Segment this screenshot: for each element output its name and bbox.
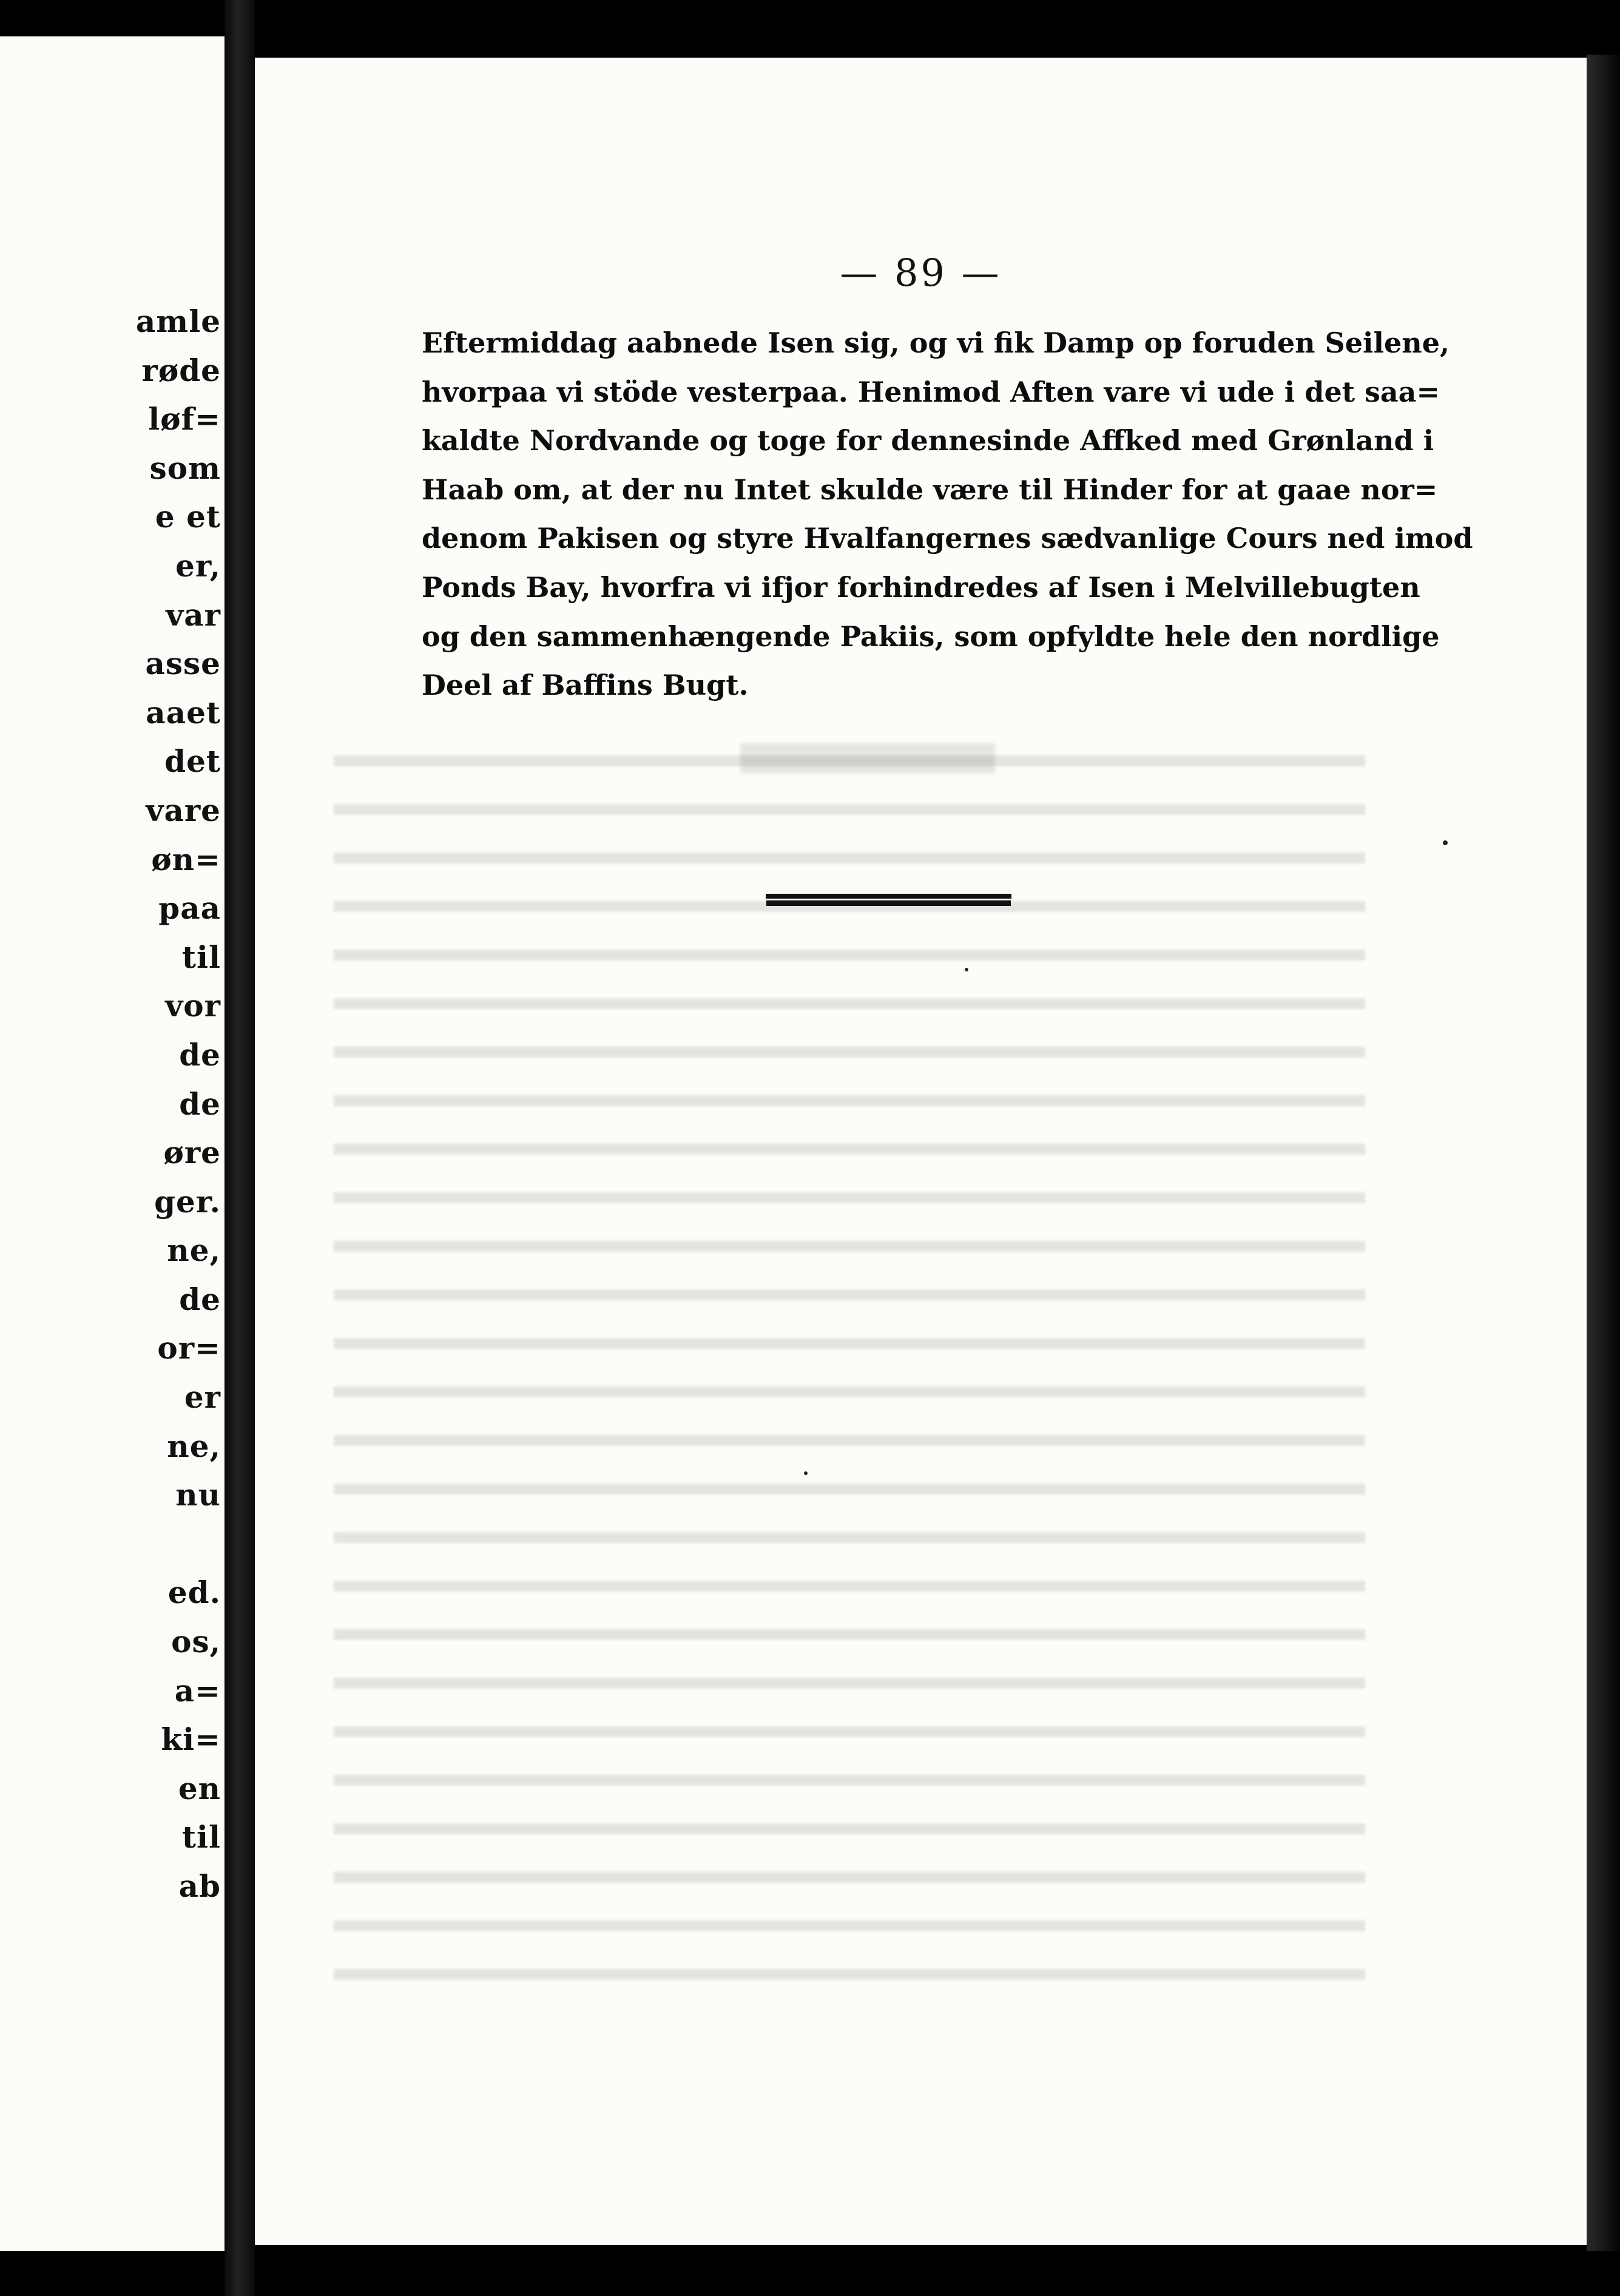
left-line-fragment: ne, bbox=[167, 1428, 221, 1464]
left-line-fragment: til bbox=[181, 939, 221, 975]
section-rule bbox=[766, 894, 1011, 900]
left-line-fragment: nu bbox=[175, 1477, 221, 1513]
left-line-fragment: øn= bbox=[151, 841, 221, 877]
left-line-fragment: asse bbox=[145, 646, 221, 682]
left-line-fragment: amle bbox=[135, 303, 221, 339]
left-page-text-column bbox=[136, 297, 221, 1911]
left-line-fragment: øre bbox=[163, 1135, 221, 1171]
left-line-fragment: vare bbox=[146, 792, 221, 828]
text-line: denom Pakisen og styre Hvalfangernes sædvanlige Cours ned imod bbox=[422, 522, 1473, 555]
body-text bbox=[422, 319, 1473, 710]
book-gutter bbox=[224, 0, 255, 2296]
ink-speck bbox=[1443, 840, 1448, 845]
show-through-text bbox=[334, 731, 1365, 2005]
text-line: Ponds Bay, hvorfra vi ifjor forhindredes af Isen i Melvillebugten bbox=[422, 570, 1420, 604]
text-line: Eftermiddag aabnede Isen sig, og vi fik Damp op foruden Seilene, bbox=[422, 326, 1450, 359]
ink-speck bbox=[804, 1471, 808, 1475]
left-line-fragment: e et bbox=[155, 499, 221, 535]
left-line-fragment: var bbox=[166, 596, 221, 633]
left-line-fragment: ab bbox=[178, 1868, 221, 1904]
page-number: — 89 — bbox=[840, 251, 1002, 295]
left-line-fragment: løf= bbox=[148, 401, 221, 437]
left-line-fragment: vor bbox=[165, 988, 221, 1024]
left-line-fragment: aaet bbox=[146, 694, 221, 731]
left-line-fragment: ne, bbox=[167, 1232, 221, 1269]
left-line-fragment: paa bbox=[158, 890, 221, 927]
left-line-fragment: ki= bbox=[161, 1721, 221, 1758]
text-line: Deel af Baffins Bugt. bbox=[422, 669, 749, 702]
page-edge-shadow bbox=[1587, 55, 1620, 2251]
left-line-fragment: a= bbox=[174, 1672, 221, 1709]
left-line-fragment: ed. bbox=[167, 1575, 221, 1611]
left-line-fragment: det bbox=[164, 743, 221, 780]
left-line-fragment: som bbox=[149, 450, 221, 486]
left-line-fragment: røde bbox=[141, 352, 221, 388]
text-line: kaldte Nordvande og toge for dennesinde Affked med Grønland i bbox=[422, 424, 1434, 458]
text-line: Haab om, at der nu Intet skulde være til Hinder for at gaae nor= bbox=[422, 473, 1438, 506]
left-page bbox=[0, 36, 224, 2251]
left-line-fragment: de bbox=[179, 1281, 221, 1317]
left-line-fragment: til bbox=[181, 1819, 221, 1855]
left-line-fragment: er bbox=[184, 1379, 221, 1416]
left-line-fragment: er, bbox=[175, 547, 221, 584]
left-line-fragment: ger. bbox=[154, 1183, 221, 1220]
left-line-fragment: or= bbox=[157, 1330, 221, 1366]
ink-speck bbox=[965, 968, 968, 971]
left-line-fragment: os, bbox=[171, 1624, 221, 1660]
text-line: hvorpaa vi stöde vesterpaa. Henimod Aften vare vi ude i det saa= bbox=[422, 375, 1440, 408]
left-line-fragment: de bbox=[179, 1036, 221, 1073]
left-line-fragment: en bbox=[178, 1770, 221, 1806]
right-page bbox=[255, 58, 1587, 2245]
show-through-heading bbox=[740, 743, 995, 774]
left-line-fragment bbox=[136, 1520, 221, 1569]
text-line: og den sammenhængende Pakiis, som opfyldte hele den nordlige bbox=[422, 620, 1440, 653]
left-line-fragment: de bbox=[179, 1086, 221, 1122]
